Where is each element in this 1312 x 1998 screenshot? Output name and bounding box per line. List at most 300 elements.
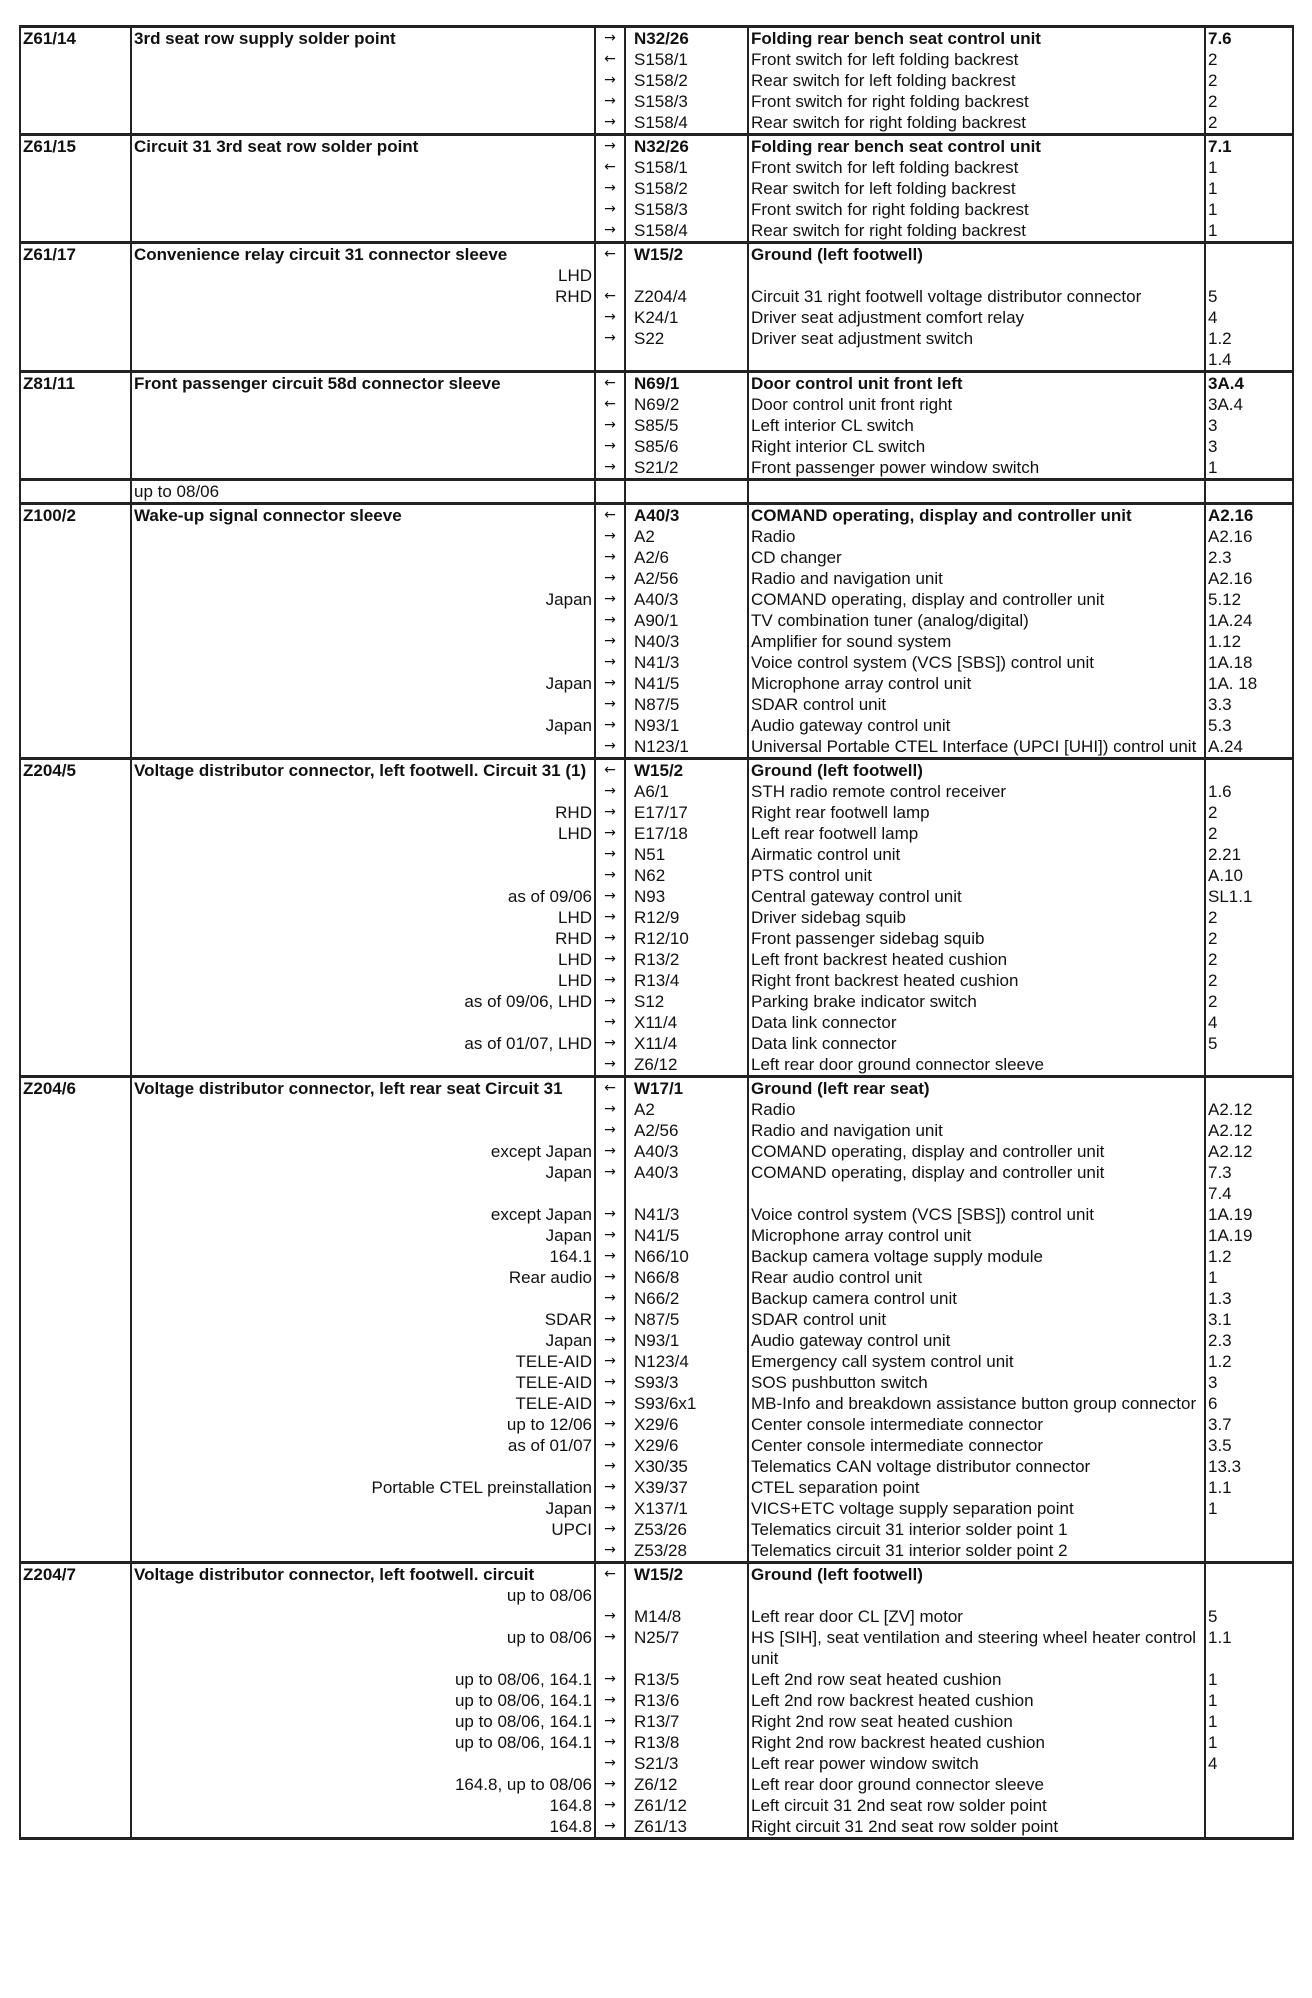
diagram-reference: 1.6 (1205, 781, 1293, 802)
component-id-blank (20, 1414, 131, 1435)
connector-name: Front passenger sidebag squib (748, 928, 1205, 949)
diagram-reference: 1.4 (1205, 349, 1293, 372)
connector-name: Rear switch for left folding backrest (748, 178, 1205, 199)
arrow-right-icon: → (595, 1795, 625, 1816)
diagram-reference: 2 (1205, 949, 1293, 970)
connection-row (20, 1690, 1293, 1711)
condition-cell: UPCI (131, 1519, 595, 1540)
connector-code: M14/8 (625, 1606, 748, 1627)
diagram-reference: 4 (1205, 1012, 1293, 1033)
connector-code: N25/7 (625, 1627, 748, 1669)
condition-cell (131, 1456, 595, 1477)
connection-row (20, 1435, 1293, 1456)
arrow-right-icon: → (595, 1204, 625, 1225)
connection-row (20, 1267, 1293, 1288)
arrow-right-icon: → (595, 631, 625, 652)
connection-row (20, 1246, 1293, 1267)
connection-row (20, 694, 1293, 715)
component-id-blank (20, 1267, 131, 1288)
condition-cell (131, 70, 595, 91)
connector-code: S22 (625, 328, 748, 349)
diagram-reference: 1 (1205, 1711, 1293, 1732)
connection-row (20, 1330, 1293, 1351)
component-id-blank (20, 673, 131, 694)
condition-cell: TELE-AID (131, 1372, 595, 1393)
arrow-right-icon: → (595, 547, 625, 568)
connector-code: A40/3 (625, 504, 748, 527)
arrow-right-icon: → (595, 1627, 625, 1669)
component-id: Z204/5 (20, 759, 131, 782)
connector-name: Telematics circuit 31 interior solder point 2 (748, 1540, 1205, 1563)
connection-row (20, 991, 1293, 1012)
connector-code: S158/4 (625, 112, 748, 135)
diagram-reference: 5.3 (1205, 715, 1293, 736)
component-id-blank (20, 1183, 131, 1204)
connector-name: Left rear door ground connector sleeve (748, 1054, 1205, 1077)
diagram-reference (1205, 1816, 1293, 1839)
arrow-right-icon: → (595, 1753, 625, 1774)
diagram-reference: 6 (1205, 1393, 1293, 1414)
connector-code: X39/37 (625, 1477, 748, 1498)
connection-row (20, 1540, 1293, 1563)
condition-cell: as of 09/06 (131, 886, 595, 907)
condition-cell: except Japan (131, 1141, 595, 1162)
connector-name: Airmatic control unit (748, 844, 1205, 865)
group-header-row (20, 1077, 1293, 1100)
diagram-reference: 2 (1205, 49, 1293, 70)
connection-row (20, 1711, 1293, 1732)
condition-cell: Japan (131, 1162, 595, 1183)
diagram-reference: 4 (1205, 1753, 1293, 1774)
diagram-reference (1205, 759, 1293, 782)
connection-row (20, 1288, 1293, 1309)
arrow-right-icon: → (595, 694, 625, 715)
connection-row (20, 394, 1293, 415)
arrow-right-icon: → (595, 1732, 625, 1753)
arrow-right-icon: → (595, 1330, 625, 1351)
component-id-blank (20, 157, 131, 178)
connector-code: R13/4 (625, 970, 748, 991)
connector-name: COMAND operating, display and controller unit (748, 1162, 1205, 1183)
condition-cell (131, 199, 595, 220)
connection-row (20, 610, 1293, 631)
connector-name: Radio and navigation unit (748, 1120, 1205, 1141)
diagram-reference: 2.21 (1205, 844, 1293, 865)
condition-cell: as of 01/07, LHD (131, 1033, 595, 1054)
connection-row (20, 781, 1293, 802)
arrow-right-icon: → (595, 1033, 625, 1054)
diagram-reference: 1.2 (1205, 1246, 1293, 1267)
diagram-reference: 2 (1205, 970, 1293, 991)
connection-row (20, 907, 1293, 928)
connector-code (625, 349, 748, 372)
diagram-reference: 7.4 (1205, 1183, 1293, 1204)
arrow-right-icon: → (595, 1456, 625, 1477)
diagram-reference: 7.3 (1205, 1162, 1293, 1183)
component-id-blank (20, 49, 131, 70)
diagram-reference: 3 (1205, 436, 1293, 457)
connection-row (20, 220, 1293, 243)
connection-row (20, 415, 1293, 436)
component-id-blank (20, 1330, 131, 1351)
connector-name: Folding rear bench seat control unit (748, 27, 1205, 50)
connector-name: Door control unit front right (748, 394, 1205, 415)
arrow-right-icon: → (595, 1141, 625, 1162)
component-id-blank (20, 631, 131, 652)
arrow-left-icon: ← (595, 157, 625, 178)
connection-row (20, 178, 1293, 199)
condition-cell (131, 328, 595, 349)
condition-cell (131, 457, 595, 480)
connector-code: W15/2 (625, 1563, 748, 1607)
connector-code: A2 (625, 1099, 748, 1120)
diagram-reference: SL1.1 (1205, 886, 1293, 907)
connection-row (20, 1795, 1293, 1816)
connector-name: Driver sidebag squib (748, 907, 1205, 928)
arrow-right-icon: → (595, 589, 625, 610)
component-id-blank (20, 949, 131, 970)
arrow-left-icon: ← (595, 372, 625, 395)
connector-name: Door control unit front left (748, 372, 1205, 395)
condition-cell: as of 09/06, LHD (131, 991, 595, 1012)
connector-name: Ground (left rear seat) (748, 1077, 1205, 1100)
arrow-right-icon: → (595, 112, 625, 135)
connector-code: W15/2 (625, 243, 748, 287)
arrow-right-icon: → (595, 844, 625, 865)
connection-row (20, 1099, 1293, 1120)
connector-name: Center console intermediate connector (748, 1435, 1205, 1456)
connector-name: CTEL separation point (748, 1477, 1205, 1498)
condition-cell (131, 547, 595, 568)
component-id-blank (20, 307, 131, 328)
component-id-blank (20, 802, 131, 823)
arrow-right-icon: → (595, 1099, 625, 1120)
arrow-right-icon: → (595, 781, 625, 802)
arrow-right-icon: → (595, 1054, 625, 1077)
diagram-reference: 1 (1205, 199, 1293, 220)
diagram-reference: 3.7 (1205, 1414, 1293, 1435)
connection-row (20, 673, 1293, 694)
diagram-reference: A2.16 (1205, 504, 1293, 527)
diagram-reference: 1 (1205, 220, 1293, 243)
connection-row (20, 457, 1293, 480)
connector-name: Right 2nd row backrest heated cushion (748, 1732, 1205, 1753)
condition-cell (131, 178, 595, 199)
connection-row (20, 736, 1293, 759)
diagram-reference (1205, 1077, 1293, 1100)
connector-code: S158/2 (625, 178, 748, 199)
component-id-blank (20, 694, 131, 715)
arrow-right-icon: → (595, 949, 625, 970)
connector-code: S158/1 (625, 157, 748, 178)
diagram-reference: 1.2 (1205, 1351, 1293, 1372)
connector-name: TV combination tuner (analog/digital) (748, 610, 1205, 631)
connector-code: A2/56 (625, 568, 748, 589)
arrow-right-icon: → (595, 1393, 625, 1414)
diagram-reference: 1 (1205, 1267, 1293, 1288)
connector-name: Driver seat adjustment switch (748, 328, 1205, 349)
connection-row (20, 1732, 1293, 1753)
condition-cell (131, 436, 595, 457)
component-id-blank (20, 436, 131, 457)
connection-row (20, 1141, 1293, 1162)
diagram-reference: A.24 (1205, 736, 1293, 759)
diagram-reference (1205, 1774, 1293, 1795)
diagram-reference: A2.12 (1205, 1141, 1293, 1162)
diagram-reference: A.10 (1205, 865, 1293, 886)
connector-name: Folding rear bench seat control unit (748, 135, 1205, 158)
component-id-blank (20, 1162, 131, 1183)
component-id-blank (20, 328, 131, 349)
group-header-row (20, 372, 1293, 395)
connector-name (748, 349, 1205, 372)
diagram-reference: 2 (1205, 928, 1293, 949)
diagram-reference: 2.3 (1205, 1330, 1293, 1351)
condition-cell: Japan (131, 1498, 595, 1519)
connector-name: Rear switch for right folding backrest (748, 220, 1205, 243)
condition-cell: up to 08/06, 164.1 (131, 1711, 595, 1732)
component-id-blank (20, 1099, 131, 1120)
component-id-blank (20, 991, 131, 1012)
component-id-blank (20, 781, 131, 802)
arrow-right-icon: → (595, 91, 625, 112)
condition-cell: 164.1 (131, 1246, 595, 1267)
connector-name: Backup camera voltage supply module (748, 1246, 1205, 1267)
connector-code: Z61/12 (625, 1795, 748, 1816)
component-id (20, 480, 131, 504)
diagram-reference: A2.12 (1205, 1099, 1293, 1120)
connector-code: E17/17 (625, 802, 748, 823)
connector-name: Right rear footwell lamp (748, 802, 1205, 823)
connection-row (20, 70, 1293, 91)
component-id: Z100/2 (20, 504, 131, 527)
arrow-right-icon: → (595, 457, 625, 480)
connector-code: X137/1 (625, 1498, 748, 1519)
component-id: Z61/14 (20, 27, 131, 50)
connector-name: Backup camera control unit (748, 1288, 1205, 1309)
connector-code: K24/1 (625, 307, 748, 328)
diagram-reference: 1 (1205, 1669, 1293, 1690)
condition-cell (131, 736, 595, 759)
component-id-blank (20, 589, 131, 610)
connection-row (20, 157, 1293, 178)
connector-name: Center console intermediate connector (748, 1414, 1205, 1435)
connector-code: S85/5 (625, 415, 748, 436)
component-id-blank (20, 1498, 131, 1519)
component-description: Voltage distributor connector, left footwell. Circuit 31 (1) (131, 759, 595, 782)
condition-cell: LHD (131, 823, 595, 844)
diagram-reference: 1 (1205, 157, 1293, 178)
arrow-right-icon: → (595, 568, 625, 589)
connector-name: Voice control system (VCS [SBS]) control unit (748, 1204, 1205, 1225)
condition-cell: up to 08/06 (131, 1627, 595, 1669)
empty-cell (1205, 480, 1293, 504)
connection-row (20, 307, 1293, 328)
diagram-reference: 1A.19 (1205, 1204, 1293, 1225)
condition-cell: TELE-AID (131, 1351, 595, 1372)
condition-cell (131, 844, 595, 865)
connection-row (20, 715, 1293, 736)
connector-name: Left circuit 31 2nd seat row solder point (748, 1795, 1205, 1816)
connector-code: N62 (625, 865, 748, 886)
condition-cell: up to 08/06, 164.1 (131, 1690, 595, 1711)
component-id-blank (20, 823, 131, 844)
connector-code: X29/6 (625, 1414, 748, 1435)
component-id-blank (20, 1054, 131, 1077)
condition-cell (131, 568, 595, 589)
validity-note: up to 08/06 (131, 480, 595, 504)
component-id-blank (20, 610, 131, 631)
arrow-right-icon (595, 1183, 625, 1204)
condition-cell: LHD (131, 949, 595, 970)
connector-table (19, 25, 1294, 1840)
arrow-right-icon: → (595, 328, 625, 349)
connector-name: Left rear door ground connector sleeve (748, 1774, 1205, 1795)
condition-cell (131, 307, 595, 328)
connection-row (20, 49, 1293, 70)
component-description: Wake-up signal connector sleeve (131, 504, 595, 527)
arrow-right-icon: → (595, 610, 625, 631)
diagram-reference: A2.16 (1205, 526, 1293, 547)
group-header-row (20, 1563, 1293, 1607)
connection-row (20, 91, 1293, 112)
diagram-reference: 5.12 (1205, 589, 1293, 610)
connection-row (20, 802, 1293, 823)
connection-row (20, 526, 1293, 547)
connector-code: S12 (625, 991, 748, 1012)
diagram-reference: 4 (1205, 307, 1293, 328)
component-id-blank (20, 865, 131, 886)
arrow-right-icon: → (595, 199, 625, 220)
arrow-right-icon: → (595, 1162, 625, 1183)
arrow-right-icon: → (595, 1288, 625, 1309)
connector-code: N32/26 (625, 27, 748, 50)
connection-row (20, 823, 1293, 844)
connection-row (20, 349, 1293, 372)
component-description: Convenience relay circuit 31 connector sleeve LHD (131, 243, 595, 287)
arrow-left-icon: ← (595, 286, 625, 307)
arrow-right-icon: → (595, 886, 625, 907)
component-id-blank (20, 1795, 131, 1816)
condition-cell (131, 1753, 595, 1774)
connector-code: R12/10 (625, 928, 748, 949)
component-id-blank (20, 220, 131, 243)
diagram-reference: 3.3 (1205, 694, 1293, 715)
diagram-reference: 1.1 (1205, 1477, 1293, 1498)
component-id-blank (20, 1033, 131, 1054)
connector-code: S93/3 (625, 1372, 748, 1393)
condition-cell: Japan (131, 673, 595, 694)
connector-code: N41/3 (625, 652, 748, 673)
connector-code: R13/5 (625, 1669, 748, 1690)
condition-cell (131, 112, 595, 135)
connection-row (20, 1456, 1293, 1477)
connector-code: N87/5 (625, 1309, 748, 1330)
component-id-blank (20, 844, 131, 865)
condition-cell (131, 49, 595, 70)
connector-code: X29/6 (625, 1435, 748, 1456)
group-header-row (20, 243, 1293, 287)
connector-code: S21/3 (625, 1753, 748, 1774)
arrow-right-icon: → (595, 673, 625, 694)
component-id-blank (20, 1012, 131, 1033)
connector-code: N41/3 (625, 1204, 748, 1225)
connector-name: COMAND operating, display and controller unit (748, 1141, 1205, 1162)
arrow-right-icon: → (595, 1372, 625, 1393)
connector-name: Radio (748, 526, 1205, 547)
component-id-blank (20, 70, 131, 91)
condition-cell (131, 394, 595, 415)
connector-code: N32/26 (625, 135, 748, 158)
connector-code: N40/3 (625, 631, 748, 652)
component-id: Z81/11 (20, 372, 131, 395)
connector-name: Right 2nd row seat heated cushion (748, 1711, 1205, 1732)
component-id-blank (20, 568, 131, 589)
connector-code: Z6/12 (625, 1054, 748, 1077)
diagram-reference: 3 (1205, 415, 1293, 436)
connector-name: Emergency call system control unit (748, 1351, 1205, 1372)
condition-cell: Japan (131, 589, 595, 610)
diagram-reference: 2 (1205, 802, 1293, 823)
component-id-blank (20, 1477, 131, 1498)
component-id-blank (20, 112, 131, 135)
condition-cell: RHD (131, 928, 595, 949)
connector-name: VICS+ETC voltage supply separation point (748, 1498, 1205, 1519)
condition-cell: Rear audio (131, 1267, 595, 1288)
diagram-reference: 3A.4 (1205, 394, 1293, 415)
connector-name: Microphone array control unit (748, 1225, 1205, 1246)
component-id-blank (20, 349, 131, 372)
arrow-right-icon: → (595, 415, 625, 436)
diagram-reference: 1 (1205, 457, 1293, 480)
component-id-blank (20, 1456, 131, 1477)
connector-code: E17/18 (625, 823, 748, 844)
arrow-right-icon: → (595, 1711, 625, 1732)
connector-code: Z61/13 (625, 1816, 748, 1839)
connection-row (20, 1033, 1293, 1054)
empty-cell (625, 480, 748, 504)
connection-row (20, 1414, 1293, 1435)
group-header-row (20, 504, 1293, 527)
arrow-right-icon: → (595, 1669, 625, 1690)
condition-cell (131, 631, 595, 652)
connector-code: Z53/28 (625, 1540, 748, 1563)
component-id: Z61/15 (20, 135, 131, 158)
connection-row (20, 970, 1293, 991)
arrow-left-icon: ← (595, 1077, 625, 1100)
connector-code: S158/3 (625, 199, 748, 220)
condition-cell (131, 652, 595, 673)
component-id-blank (20, 1393, 131, 1414)
connector-name: MB-Info and breakdown assistance button group connector (748, 1393, 1205, 1414)
arrow-right-icon: → (595, 1477, 625, 1498)
arrow-right-icon: → (595, 1435, 625, 1456)
connection-row (20, 199, 1293, 220)
condition-cell: RHD (131, 802, 595, 823)
diagram-reference: A2.12 (1205, 1120, 1293, 1141)
diagram-reference: 3A.4 (1205, 372, 1293, 395)
connector-code: Z6/12 (625, 1774, 748, 1795)
arrow-right-icon: → (595, 1012, 625, 1033)
connector-code (625, 1183, 748, 1204)
component-id-blank (20, 1732, 131, 1753)
connector-name: Audio gateway control unit (748, 715, 1205, 736)
component-id-blank (20, 1288, 131, 1309)
arrow-right-icon: → (595, 178, 625, 199)
condition-cell (131, 220, 595, 243)
connector-code: A90/1 (625, 610, 748, 631)
connection-row (20, 865, 1293, 886)
